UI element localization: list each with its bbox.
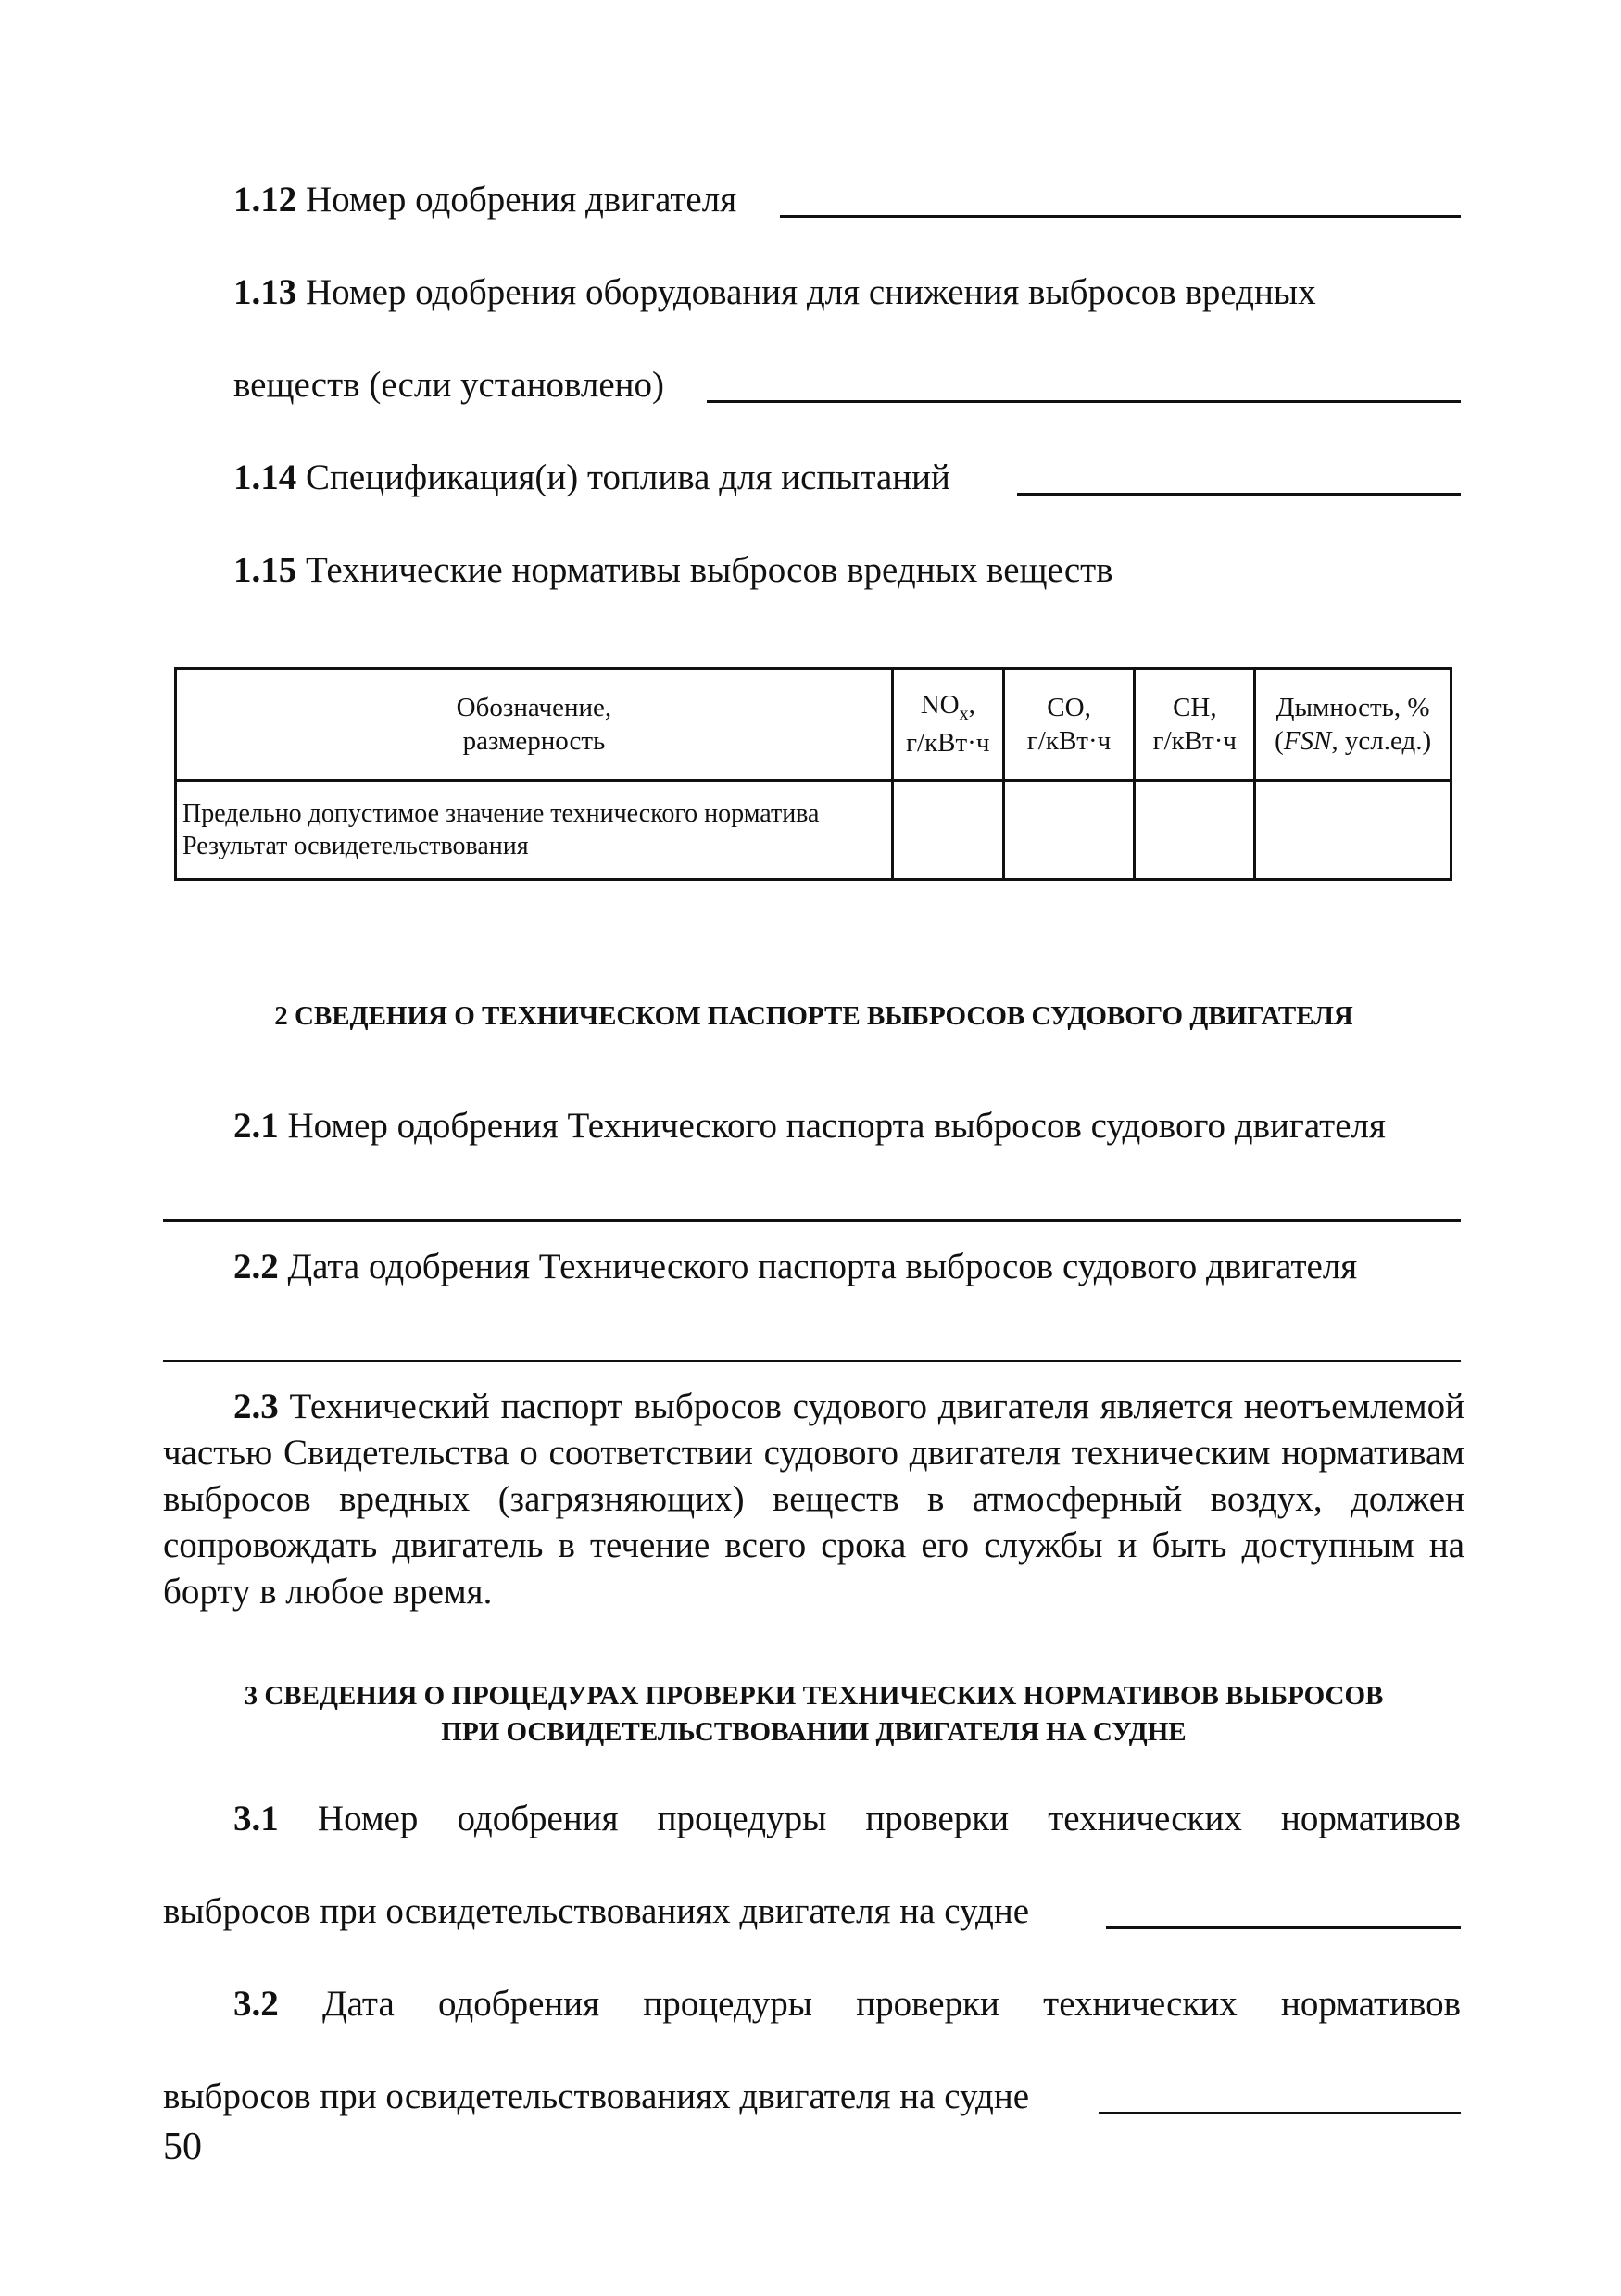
header-designation: Обозначение, размерность — [176, 669, 893, 781]
header-ch: CH, г/кВт·ч — [1135, 669, 1255, 781]
section-2-heading: 2 СВЕДЕНИЯ О ТЕХНИЧЕСКОМ ПАСПОРТЕ ВЫБРОСОВ СУДОВОГО ДВИГАТЕЛЯ — [274, 1001, 1353, 1031]
item-3-2-blank[interactable] — [1099, 2112, 1461, 2114]
table-row — [176, 781, 1451, 880]
section-3-heading-line-1: 3 СВЕДЕНИЯ О ПРОЦЕДУРАХ ПРОВЕРКИ ТЕХНИЧЕСКИХ НОРМАТИВОВ ВЫБРОСОВ — [244, 1681, 1384, 1711]
item-1-13-text: Номер одобрения оборудования для снижения выбросов вредных — [306, 272, 1316, 312]
item-1-14-text: Спецификация(и) топлива для испытаний — [306, 458, 950, 497]
item-2-3-number: 2.3 — [233, 1386, 279, 1426]
item-1-12-blank[interactable] — [780, 215, 1461, 218]
item-3-2 — [233, 1986, 1461, 2022]
item-3-1 — [233, 1800, 1461, 1837]
item-1-12-number: 1.12 — [233, 180, 297, 220]
item-3-1-blank[interactable] — [1106, 1926, 1461, 1929]
item-1-12 — [233, 182, 736, 218]
item-2-3-text: Технический паспорт выбросов судового двигателя является неотъемлемой частью Свидетельства о соответствии судового двигателя техническим нормативам выбросов вредных (загрязняющих) веществ в атмосферный воздух, должен сопровождать двигатель в течение всего срока его службы и быть доступным на борту в любое время. — [163, 1386, 1464, 1612]
item-2-1-number: 2.1 — [233, 1106, 279, 1146]
item-3-2-text: Дата одобрения процедуры проверки технических нормативов — [322, 1984, 1462, 2024]
row-limit-label: Предельно допустимое значение технического норматива — [182, 799, 820, 828]
table-header-row — [176, 669, 1451, 781]
cell-nox-value[interactable] — [892, 781, 1003, 880]
item-3-1-continuation: выбросов при освидетельствованиях двигателя на судне — [163, 1891, 1030, 1931]
cell-smoke-value[interactable] — [1255, 781, 1451, 880]
item-1-15 — [233, 552, 1113, 588]
item-1-14-blank[interactable] — [1017, 493, 1461, 496]
item-2-1-text: Номер одобрения Технического паспорта выбросов судового двигателя — [287, 1106, 1386, 1146]
header-co: CO, г/кВт·ч — [1003, 669, 1135, 781]
item-2-1 — [233, 1108, 1461, 1144]
item-1-15-number: 1.15 — [233, 550, 297, 590]
cell-co-value[interactable] — [1003, 781, 1135, 880]
page-number: 50 — [163, 2126, 202, 2168]
row-labels — [176, 781, 893, 880]
item-1-15-text: Технические нормативы выбросов вредных веществ — [306, 550, 1113, 590]
cell-ch-value[interactable] — [1135, 781, 1255, 880]
emission-norms-table — [174, 667, 1452, 881]
item-2-2-blank[interactable] — [163, 1360, 1461, 1362]
item-1-13-blank[interactable] — [707, 400, 1461, 403]
item-1-13-continuation: веществ (если установлено) — [233, 365, 665, 405]
item-2-2 — [233, 1248, 1461, 1285]
item-2-1-blank[interactable] — [163, 1219, 1461, 1222]
section-3-heading — [163, 1678, 1464, 1750]
header-nox: $NO_x$, г/кВт·ч — [892, 669, 1003, 781]
row-result-label: Результат освидетельствования — [182, 832, 529, 860]
item-2-2-number: 2.2 — [233, 1247, 279, 1286]
item-3-1-text: Номер одобрения процедуры проверки технических нормативов — [317, 1799, 1461, 1838]
item-3-2-continuation: выбросов при освидетельствованиях двигателя на судне — [163, 2076, 1030, 2116]
item-2-3 — [163, 1384, 1464, 1615]
item-1-14 — [233, 459, 950, 496]
item-2-2-text: Дата одобрения Технического паспорта выбросов судового двигателя — [287, 1247, 1358, 1286]
item-1-14-number: 1.14 — [233, 458, 297, 497]
header-smoke: Дымность, % (FSN, усл.ед.) — [1255, 669, 1451, 781]
item-1-12-text: Номер одобрения двигателя — [306, 180, 737, 220]
item-3-2-number: 3.2 — [233, 1984, 279, 2024]
item-1-13-number: 1.13 — [233, 272, 297, 312]
item-1-13 — [233, 274, 1316, 310]
section-3-heading-line-2: ПРИ ОСВИДЕТЕЛЬСТВОВАНИИ ДВИГАТЕЛЯ НА СУДНЕ — [441, 1717, 1187, 1748]
item-3-1-number: 3.1 — [233, 1799, 279, 1838]
